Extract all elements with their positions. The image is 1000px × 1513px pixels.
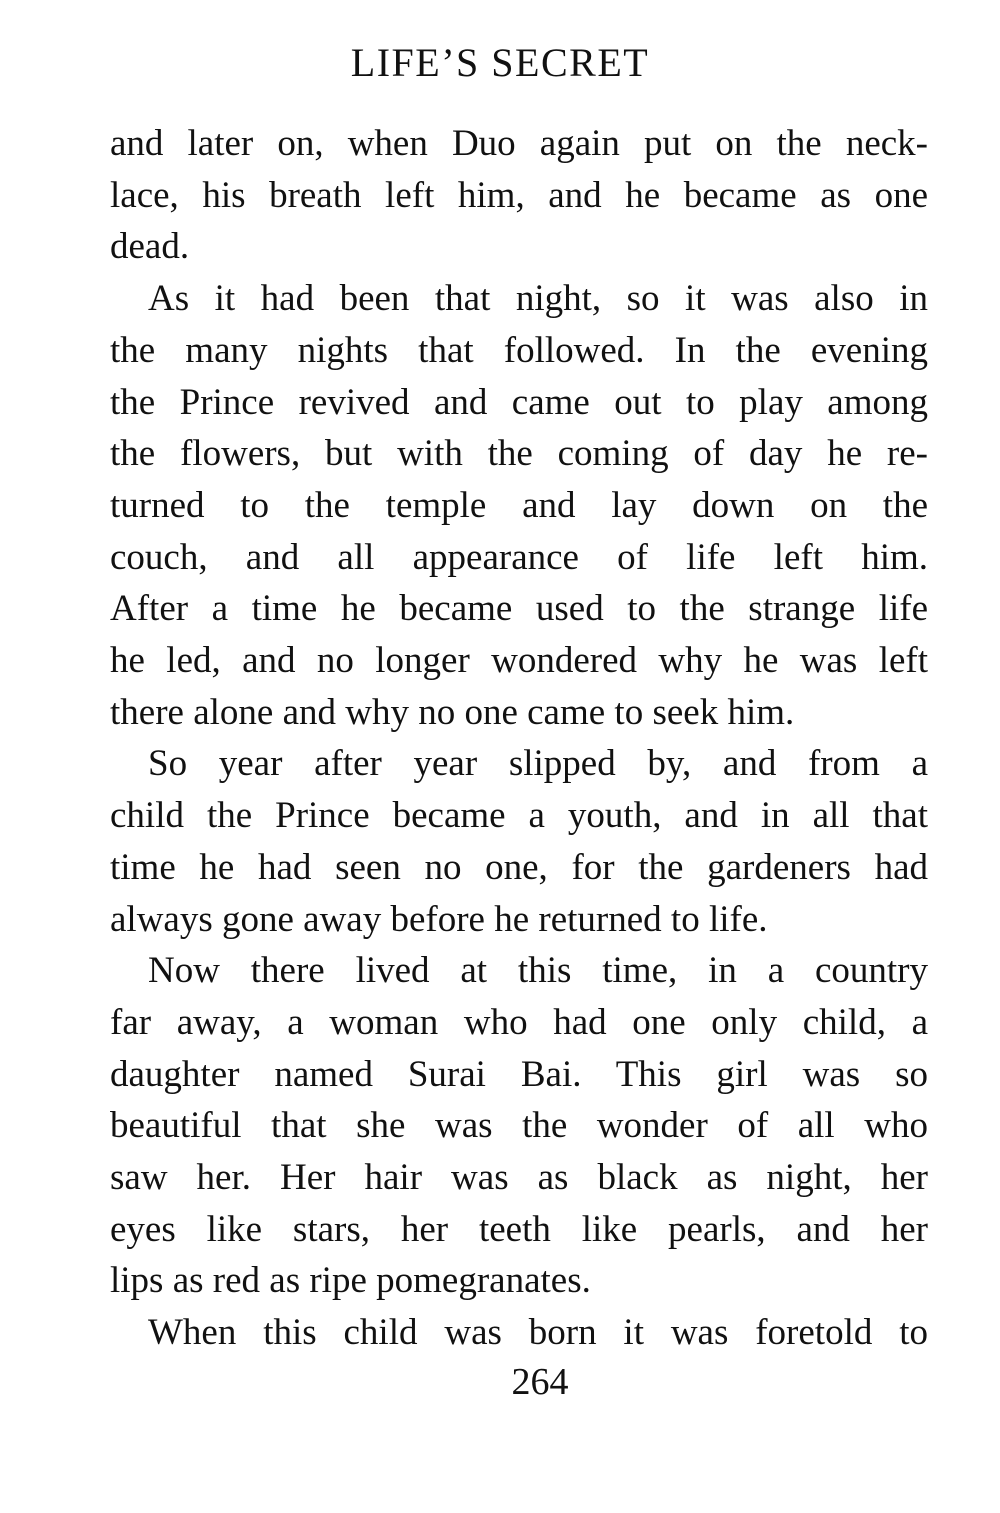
paragraph-line: he led, and no longer wondered why he was left: [110, 640, 928, 682]
paragraph-line: beautiful that she was the wonder of all who: [110, 1105, 928, 1147]
body-text: [110, 118, 928, 1359]
paragraph-line: child the Prince became a youth, and in all that: [110, 795, 928, 837]
paragraph-line: couch, and all appearance of life left him.: [110, 536, 928, 578]
paragraph-line: saw her. Her hair was as black as night, her: [110, 1157, 928, 1199]
paragraph-line: So year after year slipped by, and from a: [148, 743, 928, 785]
paragraph-line: and later on, when Duo again put on the neck-: [110, 123, 928, 164]
paragraph-line: always gone away before he returned to life.: [110, 898, 768, 940]
paragraph-line: the many nights that followed. In the evening: [110, 329, 928, 371]
paragraph-line: turned to the temple and lay down on the: [110, 484, 928, 526]
paragraph-line: daughter named Surai Bai. This girl was so: [110, 1053, 928, 1095]
paragraph-line: there alone and why no one came to seek him.: [110, 691, 795, 733]
page-number: 264: [511, 1361, 569, 1403]
paragraph-line: lips as red as ripe pomegranates.: [110, 1260, 591, 1302]
paragraph-line: lace, his breath left him, and he became as one: [110, 174, 928, 216]
paragraph-line: As it had been that night, so it was also in: [148, 278, 928, 320]
paragraph-line: dead.: [110, 226, 190, 268]
paragraph-line: time he had seen no one, for the gardeners had: [110, 846, 928, 888]
paragraph-line: the flowers, but with the coming of day he re-: [110, 433, 928, 475]
paragraph-line: After a time he became used to the strange life: [110, 588, 928, 630]
running-head: LIFE’S SECRET: [350, 40, 650, 85]
paragraph-line: eyes like stars, her teeth like pearls, and her: [110, 1208, 928, 1250]
paragraph-line: When this child was born it was foretold to: [148, 1312, 928, 1354]
paragraph-line: the Prince revived and came out to play among: [110, 381, 928, 423]
paragraph-line: Now there lived at this time, in a country: [148, 950, 928, 992]
paragraph-line: far away, a woman who had one only child, a: [110, 1001, 928, 1043]
